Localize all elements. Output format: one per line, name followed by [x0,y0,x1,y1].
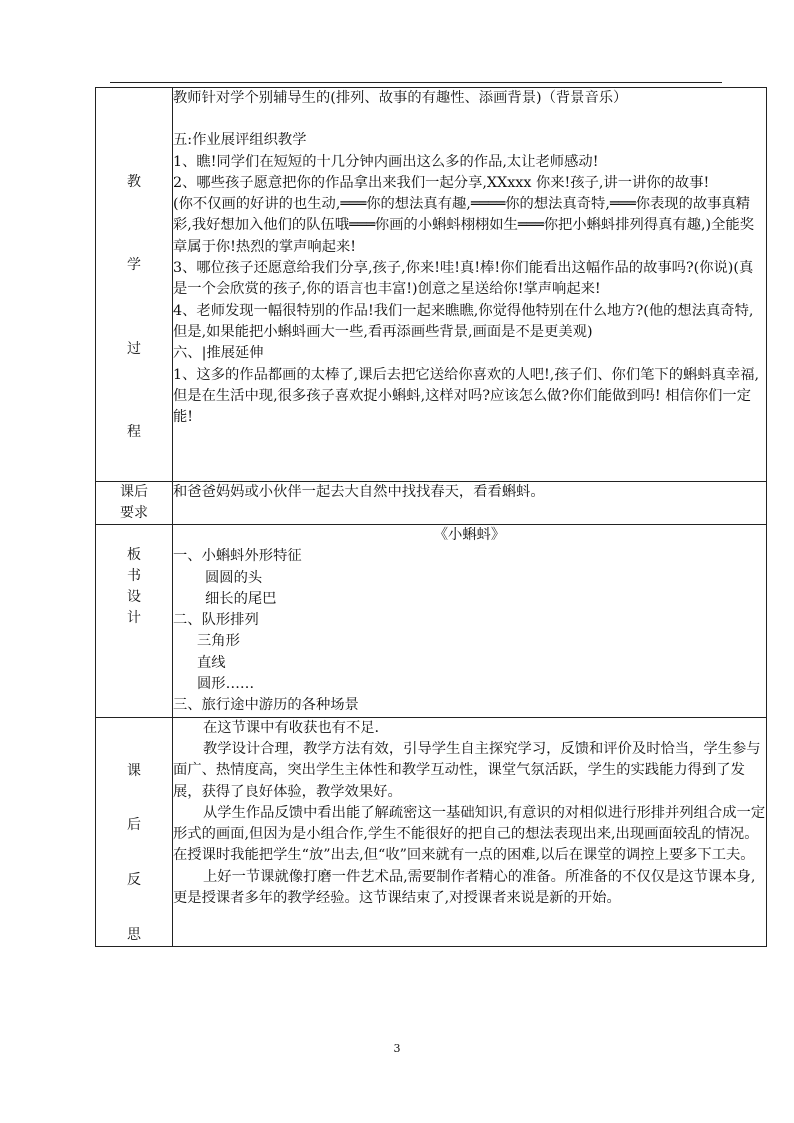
board-item: 一、小蝌蚪外形特征 [173,548,302,565]
label-char: 学 [127,257,141,274]
process-line: 教师针对学个别辅导生的(排列、故事的有趣性、添画背景)（背景音乐） [173,90,628,106]
board-design-content [173,525,767,718]
process-line: 3、哪位孩子还愿意给我们分享,孩子,你来!哇!真!棒!你们能看出这幅作品的故事吗?(你说)(真是一个会欣赏的孩子,你的语言也丰富!)创意之星送给你!掌声响起来! [173,260,754,298]
reflection-row [96,717,767,946]
label-char: 课 [127,762,141,779]
process-line: 1、瞧!同学们在短短的十几分钟内画出这么多的作品,太让老师感动! [173,153,599,170]
label-char: 程 [127,423,141,440]
label-char: 教 [127,174,141,190]
label-char: 反 [127,871,141,888]
teaching-process-content [173,88,767,482]
board-design-row [96,525,767,718]
after-class-label-line: 课后 [120,484,148,500]
label-char: 思 [127,926,141,943]
board-item: 三角形 [197,633,240,650]
after-class-content [173,482,767,525]
label-char: 书 [127,568,141,584]
label-char: 设 [127,589,141,605]
process-line: 五:作业展评组织教学 [173,132,307,149]
board-item: 圆圆的头 [205,569,263,586]
reflection-content [173,717,767,946]
after-class-label [96,482,173,525]
after-class-label-line: 要求 [120,505,148,521]
after-class-text: 和爸爸妈妈或小伙伴一起去大自然中找找春天，看看蝌蚪。 [173,484,545,500]
header-rule [110,82,722,83]
reflection-paragraph: 从学生作品反馈中看出能了解疏密这一基础知识,有意识的对相似进行形排并列组合成一定形式的画面,但因为是小组合作,学生不能很好的把自己的想法表现出来,出现画面较乱的情况。在授课时我能把学生“放”出去,但“收”回来就有一点的困难,以后在课堂的调控上要多下工夫。 [173,804,766,864]
label-char: 板 [127,547,141,563]
process-line: 1、这多的作品都画的太棒了,课后去把它送给你喜欢的人吧!,孩子们、你们笔下的蝌蚪真幸福,但是在生活中现,很多孩子喜欢捉小蝌蚪,这样对吗?应该怎么做?你们能做到吗! 相信你们一定能! [173,366,760,426]
process-line: 2、哪些孩子愿意把你的作品拿出来我们一起分享,XXxxx 你来!孩子,讲一讲你的故事! [173,174,710,191]
process-line: 六、|推展延伸 [173,345,264,362]
board-item: 细长的尾巴 [205,590,277,607]
page-number: 3 [393,1042,401,1055]
after-class-row [96,482,767,525]
reflection-paragraph: 在这节课中有收获也有不足. [203,719,380,736]
board-title: 《小蝌蚪》 [433,527,506,543]
board-item: 三、旅行途中游历的各种场景 [173,697,359,714]
board-item: 二、队形排列 [173,612,259,629]
blank-line [173,109,766,130]
process-line: 4、老师发现一幅很特别的作品!我们一起来瞧瞧,你觉得他特别在什么地方?(他的想法真奇特,但是,如果能把小蝌蚪画大一些,看再添画些背景,画面是不是更美观) [173,302,754,340]
board-item: 直线 [197,654,226,671]
teaching-process-row [96,88,767,482]
lesson-plan-table [95,87,767,947]
board-item: 圆形…… [197,676,255,693]
reflection-label [96,717,173,946]
board-design-label [96,525,173,718]
teaching-process-label [96,88,173,482]
reflection-paragraph: 上好一节课就像打磨一件艺术品,需要制作者精心的准备。所准备的不仅仅是这节课本身,更是授课者多年的教学经验。这节课结束了,对授课者来说是新的开始。 [173,868,756,907]
process-line: (你不仅画的好讲的也生动,═══你的想法真有趣,════你的想法真奇特,═══你表现的故事真精彩,我好想加入他们的队伍哦═══你画的小蝌蚪栩栩如生═══你把小蝌蚪排列得真有趣,)全能奖章属于你!热烈的掌声响起来! [173,196,754,255]
reflection-paragraph: 教学设计合理，教学方法有效，引导学生自主探究学习，反馈和评价及时恰当，学生参与面广、热情度高，突出学生主体性和教学互动性，课堂气氛活跃，学生的实践能力得到了发展，获得了良好体验，教学效果好。 [173,740,761,800]
label-char: 后 [127,817,141,834]
label-char: 过 [127,340,141,357]
label-char: 计 [127,610,141,626]
